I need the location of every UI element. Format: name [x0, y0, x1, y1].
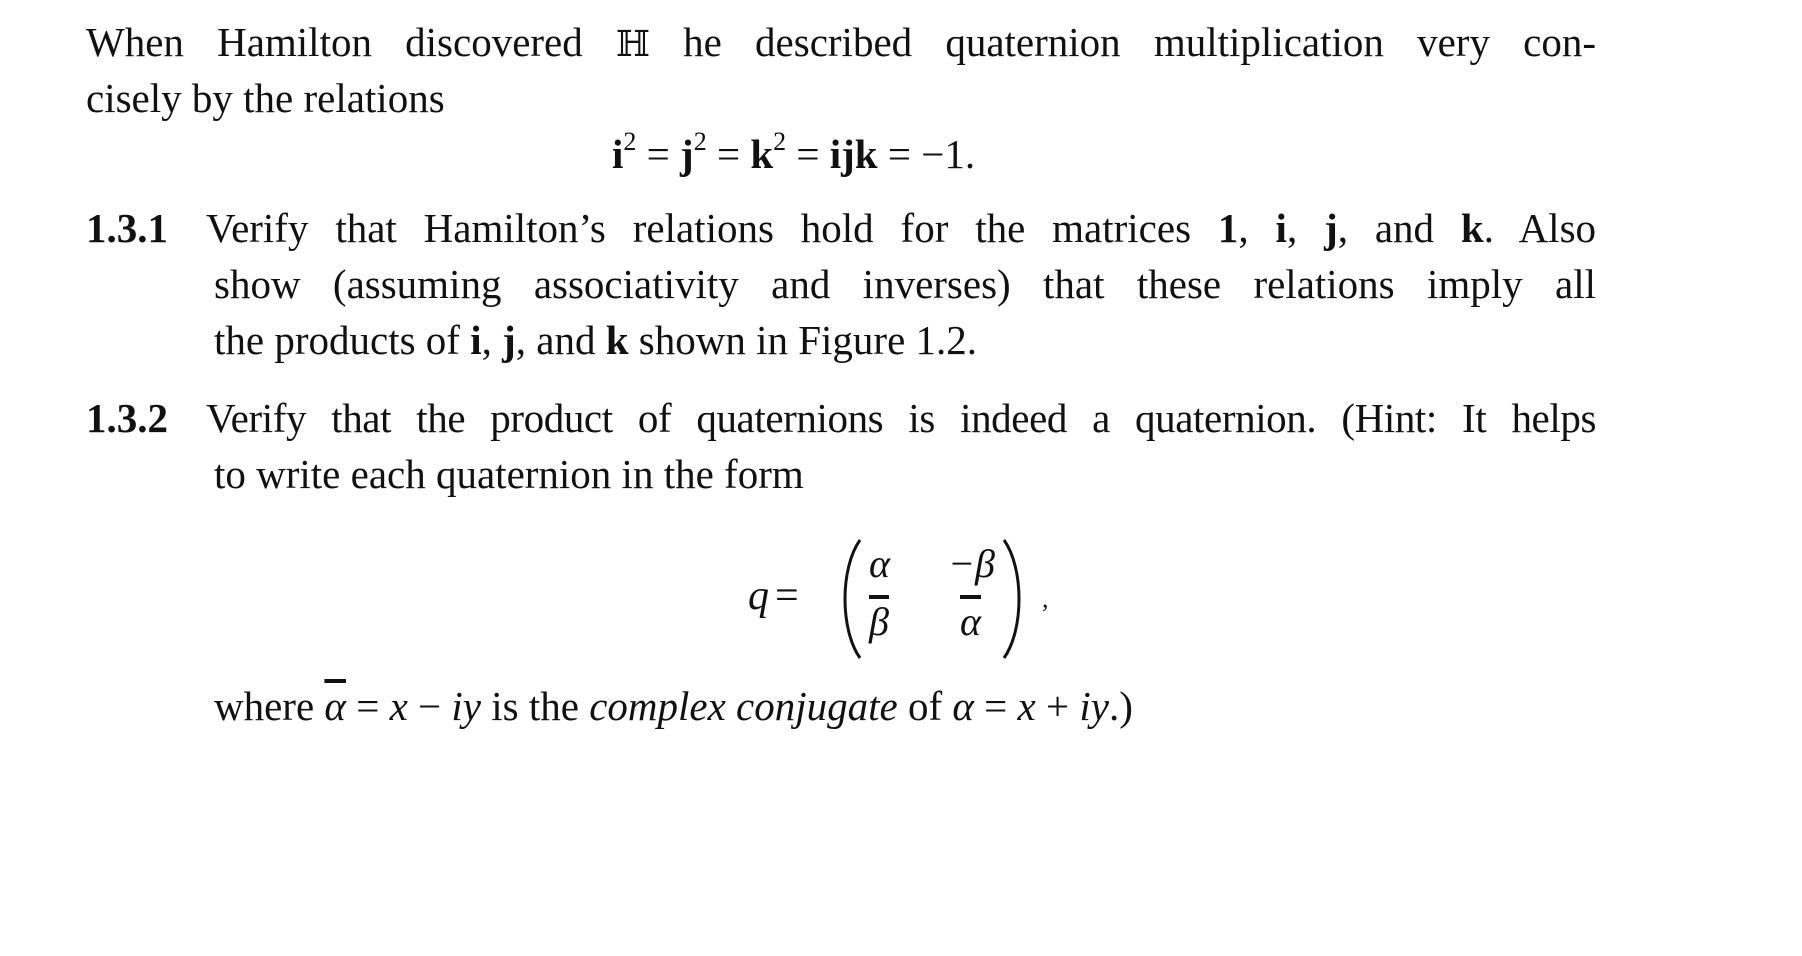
- matrix-entry-neg-beta: −β: [948, 541, 995, 586]
- matrix-lhs: q =: [748, 573, 799, 619]
- exercise-number-1-3-2: 1.3.2: [86, 395, 168, 441]
- matrix-trailing-comma: ,: [1042, 584, 1049, 613]
- exercise-1-3-1-line-3: the products of i, j, and k shown in Figure 1.2.: [214, 317, 978, 363]
- exercise-1-3-1-line-2: show (assuming associativity and inverses) that these relations imply all: [214, 261, 1596, 307]
- intro-line-2: cisely by the relations: [86, 75, 445, 121]
- hamilton-relations: $i^2 = j^2 = k^2$ = ijk = −1.: [612, 127, 976, 177]
- intro-text: he described quaternion multiplication very con-: [649, 19, 1596, 65]
- quaternion-symbol: ℍ: [615, 24, 650, 65]
- conjugate-definition: where $\overline{\alpha} = x$ − iy is the complex conjugate of α = x + iy.): [214, 683, 1133, 729]
- right-paren: [998, 538, 1028, 660]
- matrix-entry-alpha-bar: $\overline{\alpha}$: [960, 599, 981, 644]
- left-paren: [836, 538, 866, 660]
- exercise-1-3-2-line-1: Verify that the product of quaternions is indeed a quaternion. (Hint: It helps: [206, 395, 1596, 441]
- exercise-number-1-3-1: 1.3.1: [86, 205, 168, 251]
- matrix-entry-beta-bar: $\overline{\beta}$: [869, 599, 889, 644]
- exercise-1-3-1-line-1: Verify that Hamilton’s relations hold for the matrices 1, i, j, and k. Also: [206, 205, 1597, 251]
- intro-line-1: [86, 19, 1596, 65]
- quaternion-matrix: [836, 530, 1166, 660]
- matrix-entry-alpha: α: [869, 541, 890, 586]
- exercise-1-3-2-line-2: to write each quaternion in the form: [214, 451, 804, 497]
- intro-text: When Hamilton discovered: [86, 19, 616, 65]
